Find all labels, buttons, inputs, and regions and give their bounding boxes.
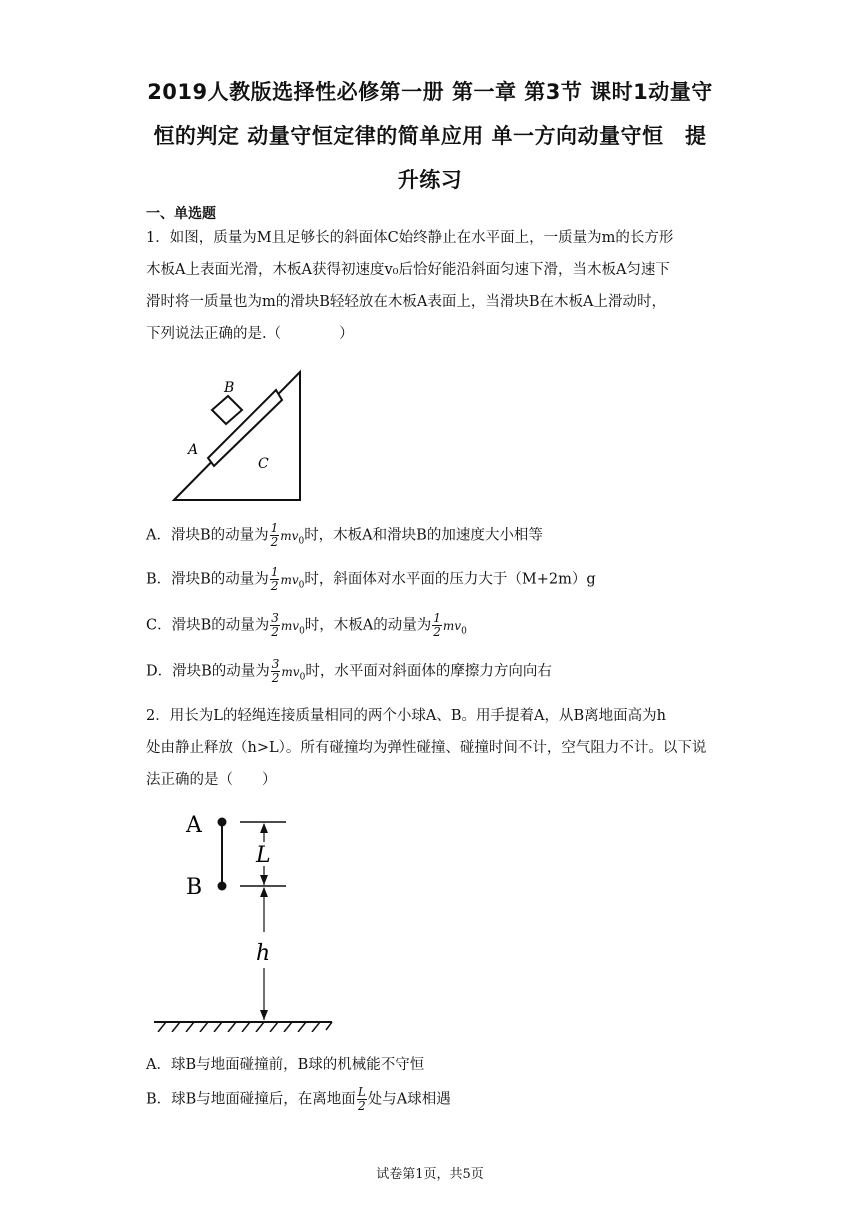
- mv-text: mv: [442, 618, 462, 633]
- momentum-symbol: [442, 618, 467, 636]
- q1-option-c[interactable]: [146, 612, 467, 639]
- q2-line-1: 2．用长为L的轻绳连接质量相同的两个小球A、B。用手提着A，从B离地面高为h: [146, 708, 666, 724]
- fraction-denominator: 2: [271, 625, 279, 639]
- q1-option-a-prefix: A．滑块B的动量为: [146, 527, 269, 544]
- fraction-denominator: 2: [270, 535, 279, 549]
- fraction: [357, 1086, 367, 1113]
- figure-label-c: C: [258, 456, 269, 472]
- fraction: [270, 522, 280, 549]
- fraction: [270, 566, 280, 593]
- fraction-numerator: 1: [270, 521, 279, 535]
- q2-option-b[interactable]: [146, 1086, 451, 1113]
- mv-subscript: 0: [298, 579, 305, 590]
- mv-text: mv: [280, 572, 299, 587]
- fraction-denominator: 2: [357, 1099, 366, 1113]
- q1-line-1: 1．如图，质量为M且足够长的斜面体C始终静止在水平面上，一质量为m的长方形: [146, 230, 674, 246]
- section-heading: 一、单选题: [146, 206, 216, 222]
- momentum-symbol: [280, 618, 305, 636]
- mv-text: mv: [280, 618, 300, 633]
- mv-subscript: 0: [299, 671, 306, 682]
- h-arrow-up: [260, 887, 268, 897]
- figure-label-b: B: [224, 380, 235, 396]
- q2-option-b-prefix: B．球B与地面碰撞后，在离地面: [146, 1091, 356, 1108]
- l-arrow-down: [260, 875, 268, 885]
- page-footer: 试卷第1页，共5页: [376, 1167, 484, 1182]
- fraction-denominator: 2: [270, 579, 279, 593]
- q2-option-b-suffix: 处与A球相遇: [367, 1091, 451, 1108]
- momentum-symbol: [281, 664, 306, 682]
- l-arrow-up: [260, 823, 268, 833]
- question-1-stem: [146, 222, 718, 350]
- q1-option-c-mid: 时，木板A的动量为: [304, 617, 432, 634]
- figure-label-ball-a: A: [186, 813, 202, 838]
- falling-balls-figure: [150, 806, 340, 1032]
- mv-subscript: 0: [299, 625, 305, 636]
- ground-hatching: [158, 1022, 332, 1032]
- fraction-numerator: 3: [271, 611, 279, 625]
- fraction-numerator: 1: [270, 565, 279, 579]
- q1-line-3: 滑时将一质量也为m的滑块B轻轻放在木板A表面上，当滑块B在木板A上滑动时，: [146, 294, 667, 310]
- ball-a: [218, 818, 227, 827]
- question-2-stem: [146, 700, 718, 796]
- fraction: [270, 612, 280, 639]
- fraction-denominator: 2: [433, 625, 441, 639]
- q2-line-3: 法正确的是（ ）: [146, 772, 277, 788]
- incline-figure: [160, 362, 320, 514]
- q1-option-a-suffix: 时，木板A和滑块B的加速度大小相等: [304, 527, 543, 544]
- q1-option-d-prefix: D．滑块B的动量为: [146, 663, 270, 680]
- q1-option-d-suffix: 时，水平面对斜面体的摩擦力方向向右: [305, 663, 552, 680]
- q1-option-b-prefix: B．滑块B的动量为: [146, 571, 269, 588]
- momentum-symbol: [280, 528, 305, 546]
- fraction-numerator: L: [357, 1085, 366, 1099]
- q1-option-b[interactable]: [146, 566, 596, 593]
- momentum-symbol: [280, 572, 305, 590]
- ball-b: [218, 882, 227, 891]
- fraction-numerator: 3: [271, 657, 280, 671]
- q1-option-d[interactable]: [146, 658, 552, 685]
- figure-label-l: L: [256, 843, 271, 868]
- fraction-denominator: 2: [271, 671, 280, 685]
- plank-a: [208, 390, 282, 466]
- q2-option-a[interactable]: [146, 1053, 424, 1074]
- mv-text: mv: [280, 528, 299, 543]
- title-line-3: 升练习: [397, 168, 463, 192]
- fraction: [271, 658, 281, 685]
- mv-subscript: 0: [298, 535, 305, 546]
- fraction-numerator: 1: [433, 611, 441, 625]
- figure-label-ball-b: B: [186, 875, 203, 900]
- page-title: [130, 70, 730, 202]
- title-line-1: 2019人教版选择性必修第一册 第一章 第3节 课时1动量守: [147, 80, 713, 104]
- q1-option-c-prefix: C．滑块B的动量为: [146, 617, 270, 634]
- title-line-2: 恒的判定 动量守恒定律的简单应用 单一方向动量守恒 提: [153, 124, 707, 148]
- q2-line-2: 处由静止释放（h>L）。所有碰撞均为弹性碰撞、碰撞时间不计，空气阻力不计。以下说: [146, 740, 707, 756]
- h-arrow-down: [260, 1010, 268, 1020]
- figure-label-a: A: [188, 442, 199, 458]
- q1-option-b-suffix: 时，斜面体对水平面的压力大于（M+2m）g: [304, 571, 596, 588]
- fraction: [432, 612, 442, 639]
- q1-line-2: 木板A上表面光滑，木板A获得初速度v₀后恰好能沿斜面匀速下滑，当木板A匀速下: [146, 262, 670, 278]
- q2-option-a-text: A．球B与地面碰撞前，B球的机械能不守恒: [146, 1057, 425, 1073]
- mv-text: mv: [281, 664, 300, 679]
- figure-label-h: h: [256, 941, 271, 966]
- q1-option-a[interactable]: [146, 522, 543, 549]
- block-b: [212, 396, 242, 424]
- q1-line-4: 下列说法正确的是.（ ）: [146, 326, 354, 342]
- mv-subscript: 0: [461, 625, 467, 636]
